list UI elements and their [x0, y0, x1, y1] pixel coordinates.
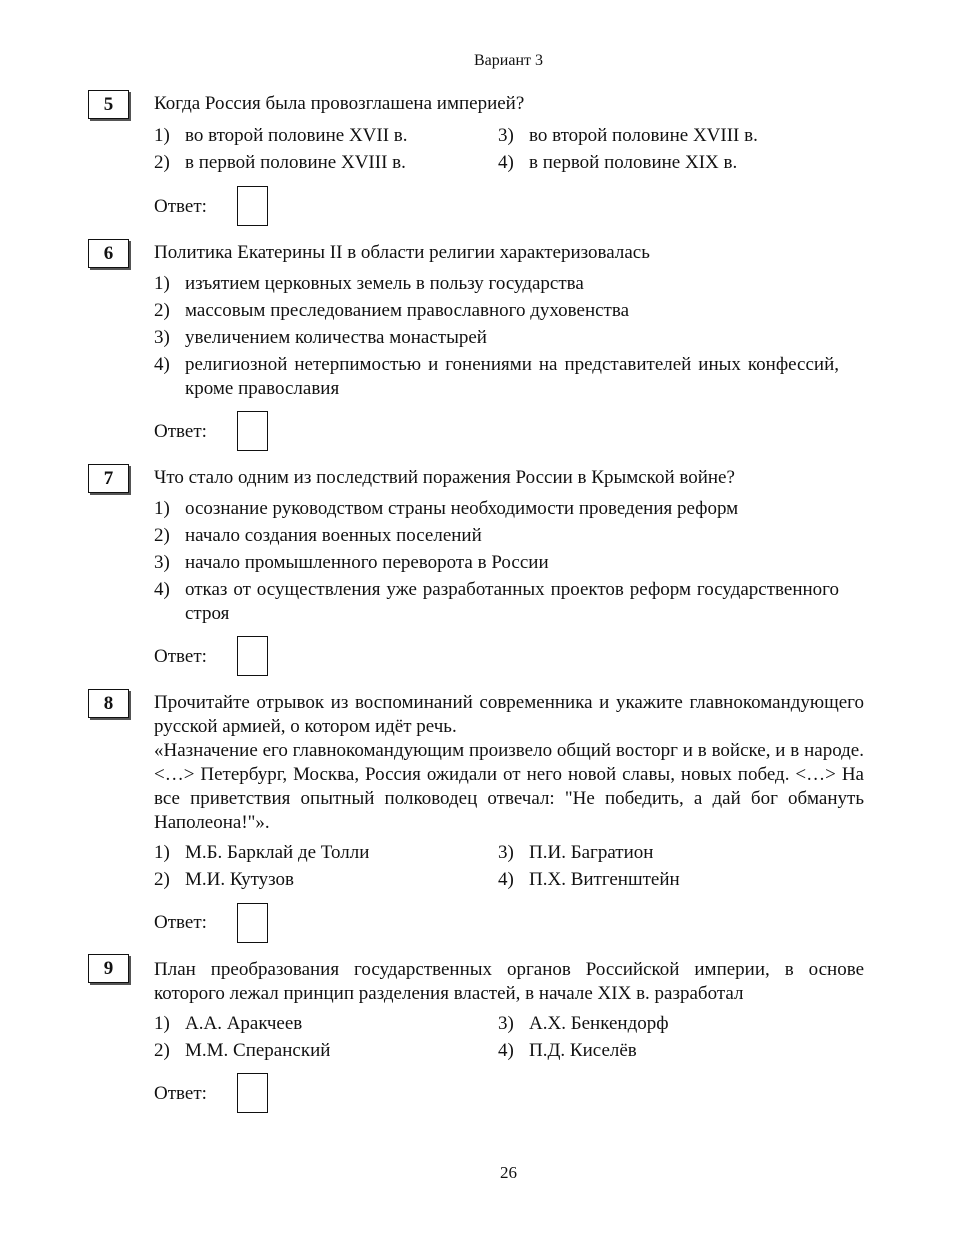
option-number: 2) — [154, 300, 170, 321]
option-3 — [498, 1012, 838, 1036]
option-number: 2) — [154, 152, 170, 173]
option-4 — [498, 151, 838, 175]
option-3 — [154, 551, 839, 575]
option-2 — [154, 524, 839, 548]
option-text: П.Д. Киселёв — [529, 1040, 637, 1061]
option-number: 3) — [498, 842, 514, 863]
answer-label: Ответ: — [154, 1083, 207, 1104]
option-number: 4) — [498, 152, 514, 173]
option-number: 3) — [498, 125, 514, 146]
option-number: 2) — [154, 869, 170, 890]
answer-box[interactable] — [237, 186, 268, 226]
option-4 — [498, 1039, 838, 1063]
option-text: изъятием церковных земель в пользу государства — [185, 273, 584, 294]
option-text: во второй половине XVIII в. — [529, 125, 758, 146]
answer-label: Ответ: — [154, 912, 207, 933]
option-2 — [154, 299, 839, 323]
option-number: 4) — [498, 869, 514, 890]
answer-label: Ответ: — [154, 196, 207, 217]
option-text: увеличением количества монастырей — [185, 327, 487, 348]
option-number: 3) — [154, 552, 170, 573]
option-text: П.И. Багратион — [529, 842, 654, 863]
option-3 — [498, 124, 838, 148]
option-number: 2) — [154, 1040, 170, 1061]
question-text: Когда Россия была провозглашена империей? — [154, 93, 525, 114]
option-text: отказ от осуществления уже разработанных проектов реформ государственного строя — [185, 579, 839, 624]
option-number: 4) — [154, 579, 170, 600]
option-1 — [154, 124, 474, 148]
answer-box[interactable] — [237, 1073, 268, 1113]
option-2 — [154, 151, 474, 175]
answer-label: Ответ: — [154, 646, 207, 667]
option-1 — [154, 497, 839, 521]
task-number: 5 — [88, 90, 129, 119]
option-number: 1) — [154, 1013, 170, 1034]
option-number: 1) — [154, 842, 170, 863]
option-text: П.Х. Витгенштейн — [529, 869, 680, 890]
option-number: 1) — [154, 498, 170, 519]
answer-box[interactable] — [237, 411, 268, 451]
option-number: 1) — [154, 273, 170, 294]
option-1 — [154, 841, 474, 865]
task-number: 8 — [88, 689, 129, 718]
option-text: начало создания военных поселений — [185, 525, 482, 546]
option-4 — [498, 868, 838, 892]
question-text: Прочитайте отрывок из воспоминаний современника и укажите главнокомандующего русской армией, о котором идёт речь. — [154, 692, 864, 737]
option-4 — [154, 353, 839, 401]
question-text: Политика Екатерины II в области религии характеризовалась — [154, 242, 650, 263]
option-number: 3) — [498, 1013, 514, 1034]
answer-box[interactable] — [237, 636, 268, 676]
option-text: А.Х. Бенкендорф — [529, 1013, 669, 1034]
option-4 — [154, 578, 839, 626]
option-3 — [498, 841, 838, 865]
option-text: А.А. Аракчеев — [185, 1013, 303, 1034]
option-number: 2) — [154, 525, 170, 546]
option-2 — [154, 868, 474, 892]
option-3 — [154, 326, 839, 350]
question-text: План преобразования государственных органов Российской империи, в основе которого лежал принцип разделения властей, в начале XIX в. разработал — [154, 959, 864, 1004]
option-text: религиозной нетерпимостью и гонениями на представителей иных конфессий, кроме православия — [185, 354, 839, 399]
page-number: 26 — [500, 1163, 517, 1182]
task-number: 7 — [88, 464, 129, 493]
option-number: 4) — [154, 354, 170, 375]
option-text: М.Б. Барклай де Толли — [185, 842, 370, 863]
option-text: М.М. Сперанский — [185, 1040, 331, 1061]
option-text: М.И. Кутузов — [185, 869, 295, 890]
option-1 — [154, 1012, 474, 1036]
option-number: 4) — [498, 1040, 514, 1061]
quote-text: «Назначение его главнокомандующим произвело общий восторг и в войске, и в народе. <…> Петербург, Москва, Россия ожидали от него новой славы, новых побед. <…> На все приветствия опытный полководец отвечал: "Не победить, а дай бог обмануть Наполеона!"». — [154, 740, 864, 833]
option-text: осознание руководством страны необходимости проведения реформ — [185, 498, 739, 519]
answer-box[interactable] — [237, 903, 268, 943]
answer-label: Ответ: — [154, 421, 207, 442]
task-number: 9 — [88, 954, 129, 983]
option-2 — [154, 1039, 474, 1063]
option-number: 1) — [154, 125, 170, 146]
option-text: массовым преследованием православного духовенства — [185, 300, 630, 321]
option-text: в первой половине XVIII в. — [185, 152, 406, 173]
option-number: 3) — [154, 327, 170, 348]
question-text: Что стало одним из последствий поражения России в Крымской войне? — [154, 467, 735, 488]
variant-header: Вариант 3 — [474, 52, 543, 69]
task-number: 6 — [88, 239, 129, 268]
option-text: во второй половине XVII в. — [185, 125, 408, 146]
option-text: в первой половине XIX в. — [529, 152, 738, 173]
option-1 — [154, 272, 839, 296]
option-text: начало промышленного переворота в России — [185, 552, 549, 573]
